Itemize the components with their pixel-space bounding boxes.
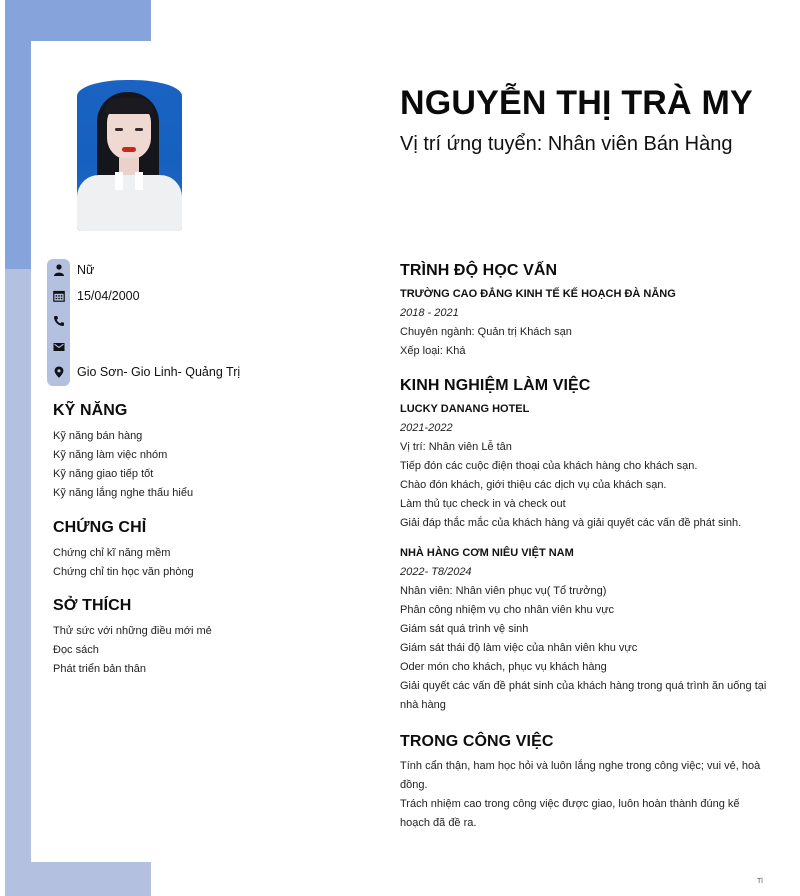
job-line: Giải quyết các vấn đề phát sinh của khách hàng trong quá trình ăn uống tại nhà hàng — [400, 680, 767, 711]
certificates-title: CHỨNG CHỈ — [53, 519, 147, 536]
job-line: Oder món cho khách, phục vụ khách hàng — [400, 661, 607, 673]
job-organization: NHÀ HÀNG CƠM NIÊU VIỆT NAM — [400, 547, 574, 559]
job-line: Giám sát thái độ làm việc của nhân viên khu vực — [400, 642, 638, 654]
address-value: Gio Sơn- Gio Linh- Quảng Trị — [77, 365, 241, 379]
job-line: Phân công nhiệm vụ cho nhân viên khu vực — [400, 604, 615, 616]
decorative-band-top — [5, 0, 151, 41]
photo-eye-right — [135, 128, 143, 131]
person-icon — [47, 260, 70, 280]
certificate-item: Chứng chỉ kĩ năng mềm — [53, 547, 171, 559]
birthday-value: 15/04/2000 — [77, 289, 140, 303]
job-entry — [400, 400, 770, 533]
job-line: Làm thủ tục check in và check out — [400, 498, 566, 510]
skill-item: Kỹ năng bán hàng — [53, 430, 143, 442]
certificates-section — [53, 519, 353, 582]
job-organization: LUCKY DANANG HOTEL — [400, 403, 530, 415]
photo-lips — [122, 147, 136, 152]
photo-bangs — [105, 98, 153, 114]
photo-collar — [115, 172, 143, 190]
hobbies-section — [53, 597, 353, 679]
hobby-item: Đọc sách — [53, 644, 99, 656]
certificates-list — [53, 544, 353, 582]
gender-value: Nữ — [77, 263, 95, 277]
skill-item: Kỹ năng lắng nghe thấu hiểu — [53, 487, 194, 499]
education-section — [400, 262, 770, 361]
education-line: Xếp loại: Khá — [400, 345, 466, 357]
job-line: Nhân viên: Nhân viên phục vụ( Tổ trưởng) — [400, 585, 607, 597]
contact-email — [47, 337, 77, 357]
job-line: Giám sát quá trình vệ sinh — [400, 623, 529, 635]
phone-icon — [47, 311, 70, 331]
education-line: Chuyên ngành: Quản trị Khách sạn — [400, 326, 572, 338]
education-period: 2018 - 2021 — [400, 307, 459, 319]
work-attitude-line: Tính cẩn thận, ham học hỏi và luôn lắng nghe trong công việc; vui vẻ, hoà đồng. — [400, 760, 761, 791]
job-period: 2021-2022 — [400, 422, 453, 434]
candidate-name: NGUYỄN THỊ TRÀ MY — [400, 84, 753, 122]
decorative-band-bottom — [5, 862, 151, 896]
contact-gender — [47, 260, 94, 280]
contact-birthday — [47, 286, 140, 306]
experience-title: KINH NGHIỆM LÀM VIỆC — [400, 377, 591, 394]
page-mark: Tl — [757, 878, 763, 885]
calendar-icon — [47, 286, 70, 306]
skills-list — [53, 427, 353, 503]
work-attitude-line: Trách nhiệm cao trong công việc được giao, luôn hoàn thành đúng kế hoạch đã đề ra. — [400, 798, 740, 829]
job-line: Chào đón khách, giới thiệu các dịch vụ của khách sạn. — [400, 479, 667, 491]
job-line: Giải đáp thắc mắc của khách hàng và giải quyết các vấn đề phát sinh. — [400, 517, 742, 529]
job-line: Vị trí: Nhân viên Lễ tân — [400, 441, 512, 453]
hobby-item: Phát triển bản thân — [53, 663, 146, 675]
hobby-item: Thử sức với những điều mới mẻ — [53, 625, 212, 637]
profile-photo — [77, 80, 182, 231]
decorative-strip-left-upper — [5, 41, 31, 269]
experience-section — [400, 377, 770, 715]
applied-position: Vị trí ứng tuyển: Nhân viên Bán Hàng — [400, 133, 733, 155]
email-icon — [47, 337, 70, 357]
work-attitude-section — [400, 733, 770, 833]
education-title: TRÌNH ĐỘ HỌC VẤN — [400, 262, 558, 279]
location-pin-icon — [47, 362, 70, 382]
contact-address — [47, 362, 240, 382]
job-line: Tiếp đón các cuộc điện thoại của khách hàng cho khách sạn. — [400, 460, 698, 472]
job-period: 2022- T8/2024 — [400, 566, 472, 578]
job-entry — [400, 544, 770, 715]
decorative-strip-left-lower — [5, 269, 31, 862]
certificate-item: Chứng chỉ tin học văn phòng — [53, 566, 194, 578]
hobbies-title: SỞ THÍCH — [53, 597, 132, 614]
contact-phone — [47, 311, 77, 331]
skills-title: KỸ NĂNG — [53, 402, 128, 419]
skill-item: Kỹ năng giao tiếp tốt — [53, 468, 154, 480]
school-name: TRƯỜNG CAO ĐẲNG KINH TẾ KẾ HOẠCH ĐÀ NẴNG — [400, 288, 676, 300]
skill-item: Kỹ năng làm việc nhóm — [53, 449, 168, 461]
skills-section — [53, 402, 353, 503]
hobbies-list — [53, 622, 353, 679]
photo-eye-left — [115, 128, 123, 131]
work-attitude-title: TRONG CÔNG VIỆC — [400, 733, 554, 750]
